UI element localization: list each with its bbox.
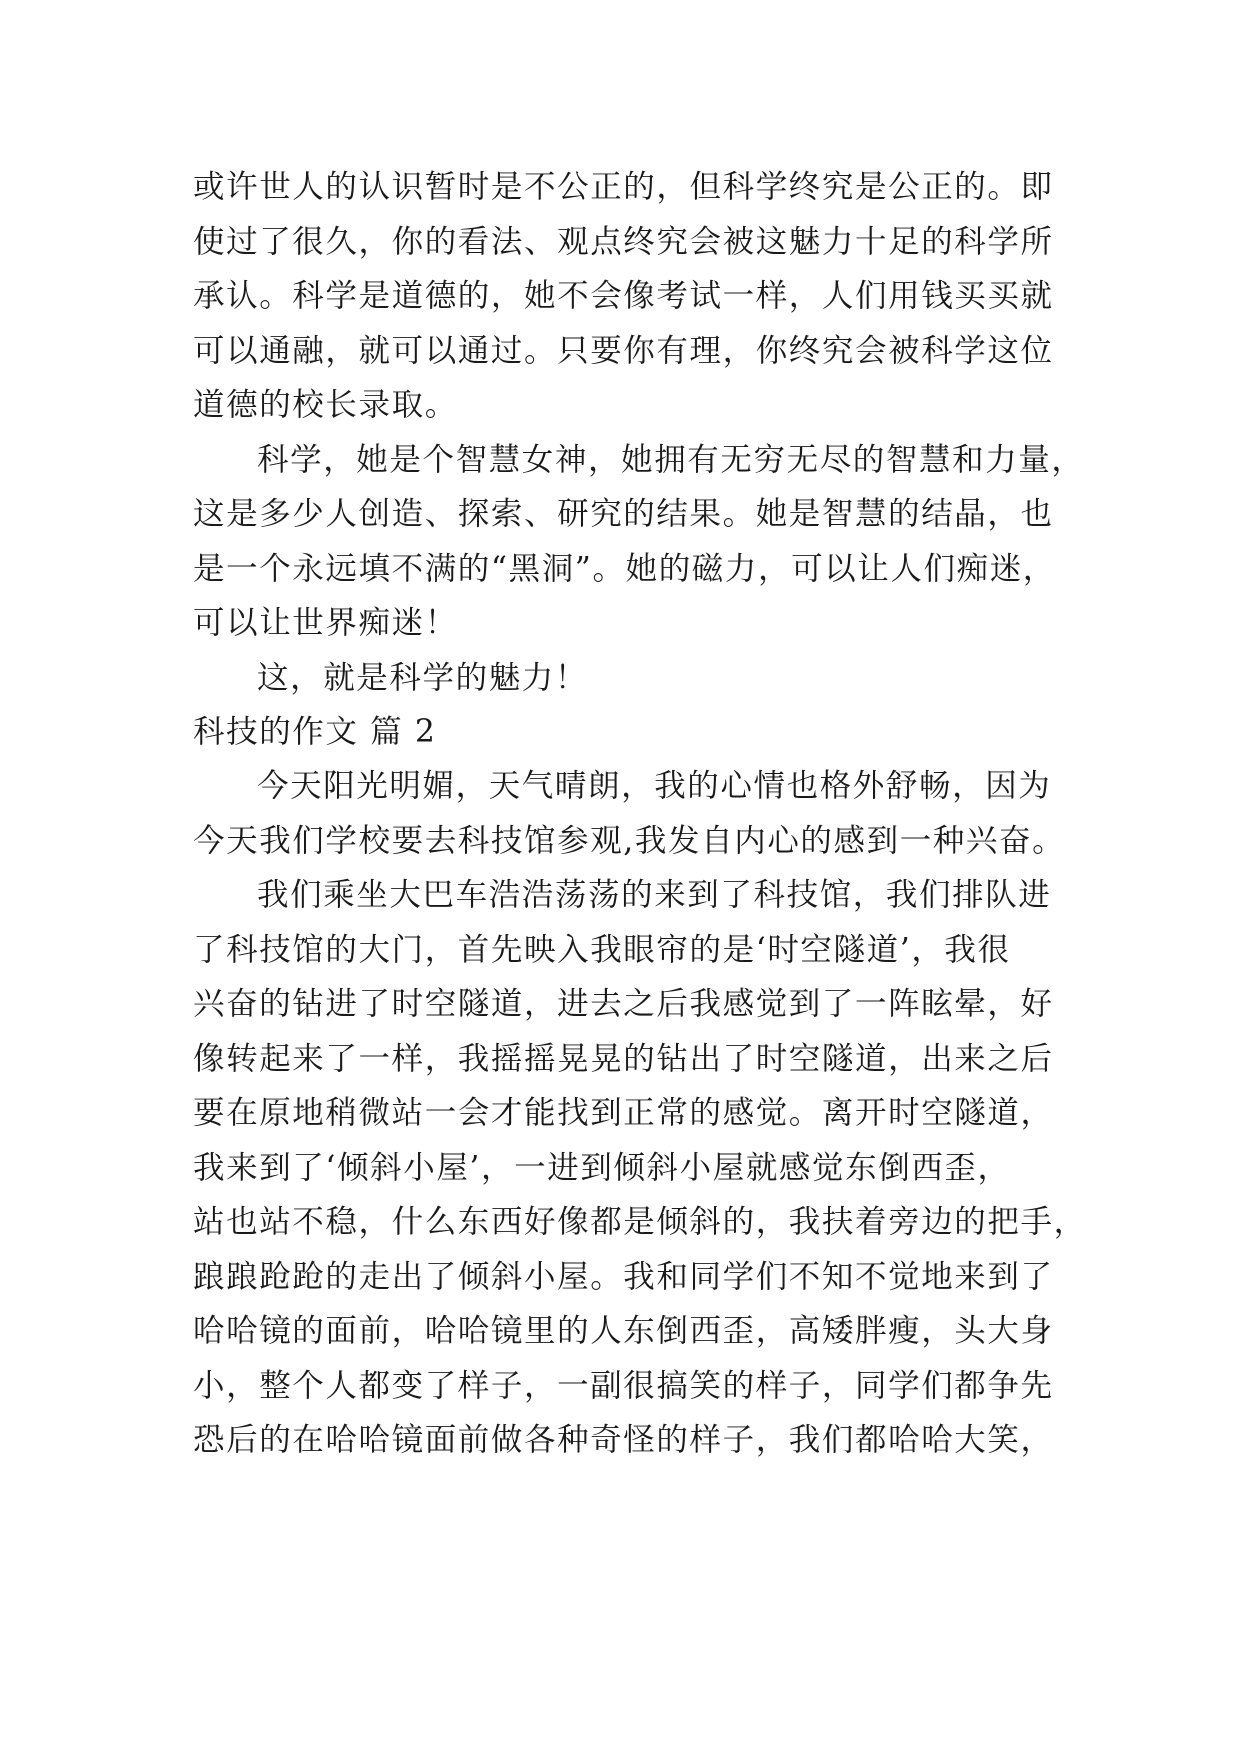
text-line: 兴奋的钻进了时空隧道，进去之后我感觉到了一阵眩晕，好 [193,986,1054,1022]
text-line: 或许世人的认识暂时是不公正的，但科学终究是公正的。即 [193,169,1054,205]
text-line: 科学，她是个智慧女神，她拥有无穷无尽的智慧和力量， [257,441,1085,478]
text-line: 这是多少人创造、探索、研究的结果。她是智慧的结晶，也 [193,496,1054,532]
text-line: 我来到了‘倾斜小屋’，一进到倾斜小屋就感觉东倒西歪， [193,1149,1011,1186]
text-line: 承认。科学是道德的，她不会像考试一样，人们用钱买买就 [193,278,1054,314]
text-line: 站也站不稳，什么东西好像都是倾斜的，我扶着旁边的把手， [193,1204,1087,1240]
text-line: 是一个永远填不满的“黑洞”。她的磁力，可以让人们痴迷， [193,550,1056,587]
paragraph [193,868,1087,1468]
text-line: 踉踉跄跄的走出了倾斜小屋。我和同学们不知不觉地来到了 [193,1258,1054,1295]
text-line: 道德的校长录取。 [193,387,458,423]
text-line: 使过了很久，你的看法、观点终究会被这魅力十足的科学所 [193,223,1054,260]
paragraph [193,433,1085,651]
text-line: 要在原地稍微站一会才能找到正常的感觉。离开时空隧道， [193,1095,1054,1131]
document-body [193,160,1087,1468]
text-line: 这，就是科学的魅力！ [257,659,589,696]
text-line: 像转起来了一样，我摇摇晃晃的钻出了时空隧道，出来之后 [193,1040,1054,1077]
text-line: 可以让世界痴迷！ [193,605,458,641]
paragraph [193,651,1073,706]
section-title: 科技的作文 篇 2 [193,714,437,750]
text-line: 今天我们学校要去科技馆参观,我发自内心的感到一种兴奋。 [193,822,1066,859]
text-line: 我们乘坐大巴车浩浩荡荡的来到了科技馆，我们排队进 [257,877,1052,913]
paragraph [193,759,1073,868]
text-line: 今天阳光明媚，天气晴朗，我的心情也格外舒畅，因为 [257,768,1052,804]
text-line: 小，整个人都变了样子，一副很搞笑的样子，同学们都争先 [193,1367,1054,1404]
text-line: 哈哈镜的面前，哈哈镜里的人东倒西歪，高矮胖瘦，头大身 [193,1313,1054,1349]
text-line: 可以通融，就可以通过。只要你有理，你终究会被科学这位 [193,332,1054,369]
paragraph [193,160,1073,433]
text-line: 恐后的在哈哈镜面前做各种奇怪的样子，我们都哈哈大笑， [193,1422,1054,1458]
text-line: 了科技馆的大门，首先映入我眼帘的是‘时空隧道’，我很 [193,931,1011,968]
